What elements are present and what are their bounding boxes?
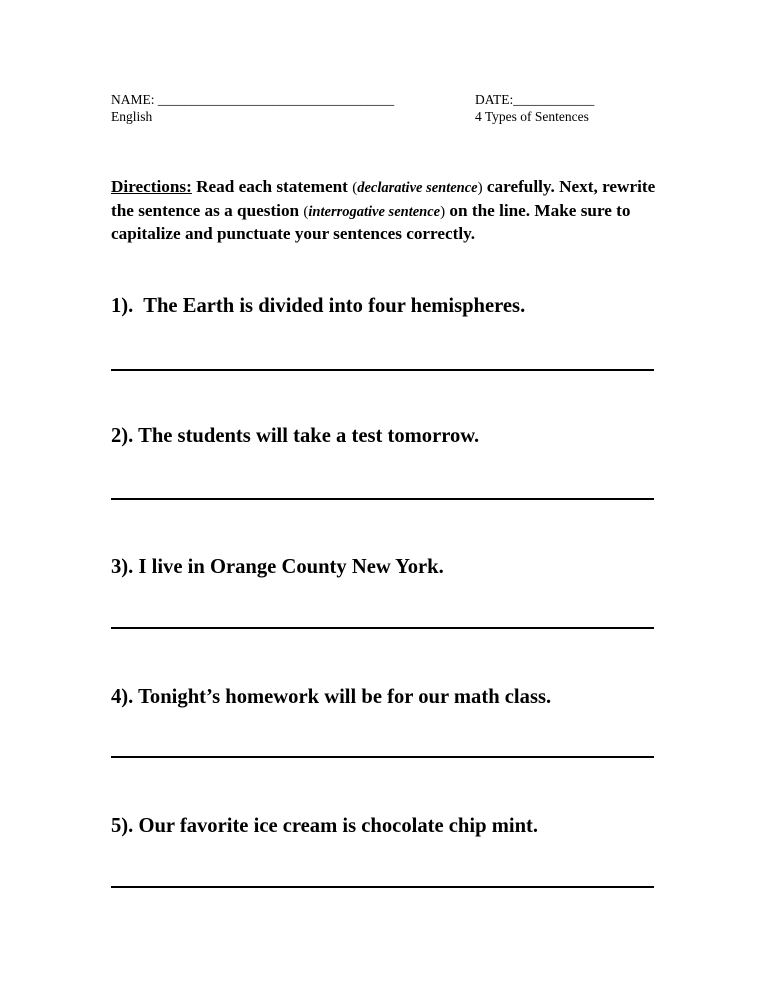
directions-text-3: on the line. Make sure to capitalize and punctuate your sentences correctly.: [111, 200, 631, 244]
interrogative-term: interrogative sentence: [308, 203, 441, 220]
directions-label: Directions:: [111, 177, 192, 196]
question-4: 4). Tonight’s homework will be for our math class.: [111, 686, 552, 708]
answer-line-4[interactable]: [111, 756, 654, 758]
subject-label: English: [111, 109, 153, 124]
question-5: 5). Our favorite ice cream is chocolate chip mint.: [111, 815, 539, 837]
answer-line-3[interactable]: [111, 627, 654, 629]
header-right: [475, 91, 594, 125]
directions-text-2: carefully. Next, rewrite the sentence as a question: [111, 177, 656, 220]
header-left: [111, 91, 394, 125]
worksheet-title: 4 Types of Sentences: [475, 109, 589, 124]
directions-text-1: Read each statement: [191, 177, 353, 196]
declarative-term: declarative sentence: [357, 180, 478, 196]
paren-open-1: (: [352, 180, 358, 196]
paren-close-2: ): [440, 203, 446, 220]
question-2: 2). The students will take a test tomorrow.: [111, 425, 480, 447]
question-3: 3). I live in Orange County New York.: [111, 556, 444, 578]
paren-open-2: (: [303, 203, 309, 220]
paren-close-1: ): [477, 180, 483, 196]
answer-line-2[interactable]: [111, 498, 654, 500]
answer-line-5[interactable]: [111, 886, 654, 888]
name-field-label[interactable]: NAME: ___________________________________: [111, 92, 395, 107]
question-1: 1). The Earth is divided into four hemispheres.: [111, 295, 526, 317]
date-field-label[interactable]: DATE:____________: [475, 92, 595, 107]
directions-paragraph: [111, 176, 671, 245]
answer-line-1[interactable]: [111, 369, 654, 371]
